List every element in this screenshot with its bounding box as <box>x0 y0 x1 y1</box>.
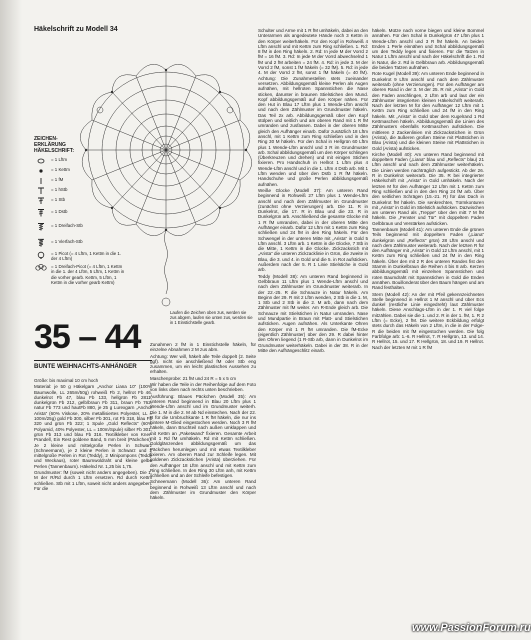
paragraph: Stern (Modell 42): An der mit Pfeil gekennzeichneten Stelle beginnend in Hellrot 1 M anschl und über Ecs dunkel (restliche Linie eingedreht) laut Zählmuster häkeln. Diese Anschlags-Lftm in der 1. R viel folge mitzählen. Dabei sie die 1. und 2. R in der 1. fM, 1. R 2 Lftm (= Ecke), 2 fM. Die weitere Eckbildung erfolgt stets durch das Häkeln von 2 Lftm, in die in der Folge-R die beiden mit fM eingestochen werden. Die folg Farbfolge arb: 1.-6. R Hellrot, 7. R Hellgrün, 13. und 14. R Hellrot, 15. und 17. R Hellgrün, 18. und 19. R Hellrot. Nach der letzten M mit 1 R fM <box>372 291 484 350</box>
section-title: BUNTE WEIHNACHTS-ANHÄNGER <box>34 360 152 370</box>
symbol-legend <box>34 136 126 287</box>
paragraph: Schneemann (Modell 36): Am unteren Rand beginnend in Rohweiß 13 Lftm anschl und nach dem Zählmuster im Grundmuster den Körper häkeln. <box>150 479 256 501</box>
paragraph: Maschenprobe: 21 fM und 24 R = 5 x 5 cm <box>150 375 237 381</box>
legend-item <box>34 264 126 286</box>
legend-item <box>34 197 126 205</box>
text-column-1 <box>34 378 152 492</box>
legend-item <box>34 239 126 247</box>
legend-label: = 1 Vierfach-Stb <box>51 239 83 244</box>
triple-treble-icon <box>34 223 48 231</box>
legend-item <box>34 177 126 185</box>
legend-item <box>34 251 126 262</box>
paragraph: Größe: bis maximal 10 cm hoch <box>34 378 99 383</box>
picot-icon <box>34 251 48 259</box>
legend-label: = 1 Stb <box>51 197 66 202</box>
page-gutter-shadow <box>0 0 22 640</box>
paragraph: Teddy (Modell 38): Am unteren Rand beginnend in Gelbbraun 11 Lftm plus 1 Wende-Lftm anschl und nach dem Zählmuster im Grundmuster weiterarb. In der 22.-25. R die Schnauze in Natur häkeln. Am Beginn der 29. R mit 2 Lftm wenden, 2 Stb in die 1. M, 1 Stb und 2 Stb in die 2. M arb, dann nach dem Zählmuster mit fM weiter. Am R-Ende gleich arb. Die Schnauze mit Stielstichen in Natur umranden. Nase und Mundpartie in Braun mit Platt- und Stielstichen aufsticken. Augen aufnähen. Als Unterkante Ohren den Körper mit 1 R fM umranden. Die fM-Ecke (eigentlich Zählmuster) über den 29. R dabei hinter den Ohren liegend (1 R-Stb arb, dann in Dunkelrot im Grundmuster weiterhäkeln. Dabei in der 38. R in der Mitte den Aufhängeschlitz einarb. <box>258 273 368 353</box>
diagram-caption: Laufen die Zeichen oben zus, werden sie zus abgem, laufen sie unten zus, werden sie in 1 Einstichstelle gearb. <box>170 310 253 325</box>
legend-item <box>34 209 126 217</box>
half-double-crochet-icon <box>34 187 48 195</box>
double-crochet-icon <box>34 197 48 205</box>
legend-label: = 1 Dstb <box>51 209 68 214</box>
watermark: www.PassionForum.ru <box>412 622 531 634</box>
legend-item <box>34 187 126 195</box>
paragraph: Schulter und Arme mit 1 R fM umhäkeln, dabei an den Unterarmen als angedeutete Hände noch 3 Kettm in den Körper weiterhäkeln. Für den Kopf in Rohweiß 4 Lftm anschl und mit Kettm zum Ring schließen. 1. Rd: 8 fM in den Ring häkeln. 2. Rd: In jede M der Vorrd 2 fM = 16 fM. 3. Rd: In jede M der Vorrd abwechselnd 1 fM und 2 fM arbeiten = 24 fM. 4. Rd: in jede 3. M der Vorrd 2 fM, sonst 1 fM häkeln (= 32 fM). 5. Rd: in jede 4. M der Vorrd 2 fM, sonst 1 fM häkeln (= 40 fM). Achtung: Die Zunahmestellen stets zueinander versetzen. Abbildungsgemäß kleine Perlen als Augen aufnähen, mit hellroten Spannstichen die Nase sticken, darunter in braunen Stielstichen den Mund. Kopf abbildungsgemäß auf den Körper nähen. Für den Hut in Blau 17 Lftm plus 1 Wende-Lftm anschl und nach dem Zählmuster im Grundmuster häkeln. Das Teil 2x arb. Abbildungsgemäß über den Kopf stülpen und seitlich und am oberen Rand mit 1 R fM umranden und zusfassen. Dabei in der oberen Mitte gleich den Aufhänger einarb. Dafür zusätzlich 18 Lftm anschl, mit 1 Kettm zum Ring schließen und in den Ring 30 M häkeln. Für den Schal in Hellgrün 60 Lftm plus 1 Wende-Lftm anschl und 3 R im Grundmuster arb. Schal abbildungsgemäß um den Körper schlingen (Überkreuzen und drehen) und mit einigen Stichen fixieren. Pro Handschuh in Hellrot 1 Lftm plus 4 Wende-Lftm anschl und in die 1. Lftm 4 Dstb arb. Mit 1 Lftm wenden und über den Dstb 1 R fM häkeln. Handschuhe und große Perlen abbildungsgemäß aufnähen. <box>258 28 368 187</box>
paragraph: Material: je 50 g Häkelgarn „Anchor Liana 10“ (100% Baumwolle, LL 265m/50g) rohweiß Fb 2, hellrot Fb 46, dunkelrot Fb 47, blau Fb 133, hellgrün Fb 2811, dunkelgrün Fb 212, gelb/braun Fb 311, braun Fb 762, natur Fb 773 und hautFb 880, je 25 g Lurexgarn „Anchor Arista“ (60% Viskose, 20% metallisiertes Polyester, LL = 100m/25g) gold Fb 300, silber Fb 301, rot Fb 318, blau Fb 320 und grün Fb 322; 1 Spule „Gold Reflects“ (60% Polyamid, 40% Polyester, LL = 100m/Spule) silber Fb 301, grün Fb 313 und blau Fb 316. Textilkleber von Kner-Prandell, Ein Rest goldene Band, 5 mm breit (Päckchen). Je 2 kleine und mittelgroße Perlen in Schwarz (Schneemann), je 2 kleine Perlen in Schwarz und 2 mittelgroße Perlen in Rot (Teddy), 2 Minipompons (Teddy und Weckaus), roter Baumwoldraht und kleine gelbe Perlen (Tannenbaum). Häkelnd Nr. 1,25 bis 1,75. <box>34 384 152 469</box>
single-crochet-icon <box>34 177 48 185</box>
paragraph: Wir haben die Teile in der Reihenfolge auf dem Foto von links oben nach rechts unten beschrieben. <box>150 382 256 393</box>
quadruple-treble-icon <box>34 239 48 247</box>
legend-label: = 1 Kettm <box>51 167 70 172</box>
paragraph: Ausführung: Blaues Päckchen (Modell 35): Am unteren Rand beginnend in Blau 20 Lftm plus 1 Wende-Lftm anschl und im Grundmuster weiterh. Die 1. M in die 2. M ab Nd einstechen. Nach der 22. R für die Umbruchkante 1 R fM häkeln, die nur ins hintere M-Glied eingestochen werden. Noch 3 R fM häkeln, dann Bruchteil nach außen umklappen und mit Kettm an „Paketwand“ fixieren. Gesamte Arbeit mit 1 Rd fM umhäkeln. Rd mit Kettm schließen. Goldglänzenden abbildungsgemäß um das Päckchen herumlegen und mit etwas Textilkleber fixieren. Am oberen Rand zur Schleife legen. Mit goldenen Zickzackstichen (Arista) überziehen. Für den Aufhänger 18 Lftm anschl und mit Kettm zum Ring schließen. In den Ring 30 Lftm anh, mit Kettm schließen und an der Schleife befestigen. <box>150 393 256 479</box>
legend-label: = 1 Lftm <box>51 157 67 162</box>
paragraph: häkeln. Mütze nach vorne biegen und kleine Bommel annähen. Für den Schal in Dunkelgrün 47 Lftm plus 1 Wende-Lftm anschl und 3 R fM häkeln. An beiden Enden 1 Perle einnähen und Schal abbildungsgemäß um den Teddy legen und fixieren. Für die Tatzen in Natur 1 Lftm anschl und nach der Häkelschrift die 1. Rd in Natur, die 2. Rd in Gelbbraun arb. Abbildungsgemäß die beiden Tatzen aufnähen. <box>372 28 484 71</box>
legend-label: = 1 Dreifach-Picot (= 4 Lftm, 1 Kettm in die 1. der 4 Lftm, 5 Lftm, 1 Kettm in die vorher gearb. Kettm, 5 Lftm, 1 Kettm in die vorher gearb Kettm) <box>51 263 125 286</box>
legend-label: = 1 fM <box>51 177 64 182</box>
paragraph: Kirche (Modell 40): Am unteren Rand beginnend mit doppeltem Faden („Liana“ blau und „Reflects“ blau) 21 Lftm anschl und nach dem Zählmuster weiterhäkeln. Die Linien werden nachträglich aufgestickt. Ab der 26. R in Dunkelrot weiterarb. Die 35. R bei integrierter Häkelschrift mit „Arista“ in Gold umhäkeln. Nach der letzten M für den Aufhänger 12 Lftm mit 1 Kettm zum Ring schließen und in den den Ring 24 fM arb. Über den seitlichen Schrägen (15.-21. R) für das Dach in Dunkelrot fM häkeln. Die senkrechten, Türmkonturen mit „Arista“ in Gold im Stielstich aufsticken. Dazwischen am unteren Rand als „Treppe“ über den mitt 7 M fM häkeln. Die „Fenster und Tür“ mit doppeltem Faden Gelbbraun und Verstärken aufsticken. <box>372 151 484 226</box>
paragraph: Zunahmen 2 fM in 1 Einstichstelle häkeln, für einzelne Abnahmen 2 M zus abm. <box>150 342 256 353</box>
paragraph: Tannenbaum (Modell 41): Am unteren Ende die grünen Teils beginnend mit doppeltem Faden („Liana“ dunkelgrün und „Reflects“ grün) 28 Lftm anschl und nach dem Zählmuster weiterarb. Nach der letzten R für den Aufhänger mit „Arista“ in Gold 12 Lftm anschl, mit 1 Kettm zum Ring schließen und 24 fM in den Ring häkeln. Über den mit 2 R des unteren Randes fist den Stamm in Dunkelbraun die Reihen 4 bis 8 arb. Kerzen abbildungsgemäß mit einzelnen Spannstichen und roten Baumdraht mit Spannstichen in Gold die Enden annähen. Bouillonderat über den Baum hängen und am Rand festhalten. <box>372 226 484 291</box>
legend-heading: ZEICHEN- ERKLÄRUNG HÄKELSCHRIFT: <box>34 136 74 154</box>
paragraph: Grundmuster: fM (soweit nicht anders angegeben). Die 1. M der R/Rd durch 1 Lftm ersetzen. Rd durch Kettm schließen. Stb mit 1 Lftm, soweit nicht anders angegeben. Für die <box>34 470 152 491</box>
legend-item <box>34 167 126 175</box>
legend-label: = 1 Picot (= 4 Lftm, 1 Kettm in die 1. der 4 Lftm) <box>51 251 122 262</box>
legend-label: = 1 Dreifach-Stb <box>51 223 83 228</box>
diagram-title: Häkelschrift zu Modell 34 <box>34 26 118 33</box>
chain-stitch-icon <box>34 157 48 165</box>
text-column-3 <box>258 28 368 354</box>
slip-stitch-icon <box>34 167 48 175</box>
paragraph: Achtung: Wer will, häkelt alle Teile doppelt (2. Seite ggf). nicht sie anschließend fM oder Stb eng zusammen, um ein leicht plastisches Aussehen zu erhalten. <box>150 353 256 375</box>
text-column-4 <box>372 28 484 351</box>
paragraph: Weiße Glocke (Modell 37): Am unteren Rand beginnend in Rohweiß 27 Lftm plus 1 Wende-Lftm anschl und nach dem Zählmuster im Grundmuster (zunächst ohne Verzierungen) arb. Die 11. R in Dunkelrot, die 17. R in Blau und die 23. R in Dunkelgrün arb. Anschließend die gesamte Glocke mit 1 R fM umranden, dabei in der oberen Mitte den Aufhänger einarb. Dafür 12 Lftm mit 1 Kettm zum Ring schließen und 24 fM in den Ring häkeln. Für den Schwengel in der unteren Mitte mit „Arista“ in Gold 5 Lftm anschl. 3 Lftm arb. 1 Kettm in die Glocke, 7 Stb in die Mitte, 1 Kettm in die Glocke. Zickzackstich mit „Arista“ die unteren Zickzacklinie in Grün, die zweite in Blau, die 3. und 4. in Gold und die 5. in Rot aufsticken. Außerdem nach der 5. R 1 Linie Stielstiche in Gold arb. <box>258 187 368 273</box>
legend-label: = 1 hStb <box>51 187 68 192</box>
treble-crochet-icon <box>34 209 48 217</box>
paragraph: Rote Kugel (Modell 39): Am unteren Ende beginnend in Dunkelrot 9 Lftm anschl und nach dem Zählmuster weiterarb (ohne Verzierungen). Für den Aufhänger am oberen Rand in der 3. M der 25. R mit „Arista“ in Gold den Faden anschlingen, 2 Lftm arb und laut der ein Zählmuster integrierten kleinen Häkelschrift weiterarb. Nach der letzten M für den Aufhänger 12 Lftm mit 1 Kettm zum Ring schließen und 24 fM in den Ring häkeln. Mit „Arista“ in Gold über dem Kugelrand 1 Rd Kettmaschen häkeln. Abbildungsgemäß die Linien des Zählmusters ebenfalls Kettmaschen aufsticken. Die mittleren 2 Zackenlinien mit Zickzackstichen in Grün (Arista), die äußeren großen Steine mit Plattstichen in Blau (Arista) und die kleinen Steine mit Plattstichen in Gold (Arista) aufsticken. <box>372 71 484 151</box>
legend-item <box>34 157 126 165</box>
legend-item <box>34 223 126 231</box>
triple-picot-icon <box>34 264 48 272</box>
text-column-2 <box>150 342 256 502</box>
model-number: 35 – 44 <box>34 318 141 356</box>
